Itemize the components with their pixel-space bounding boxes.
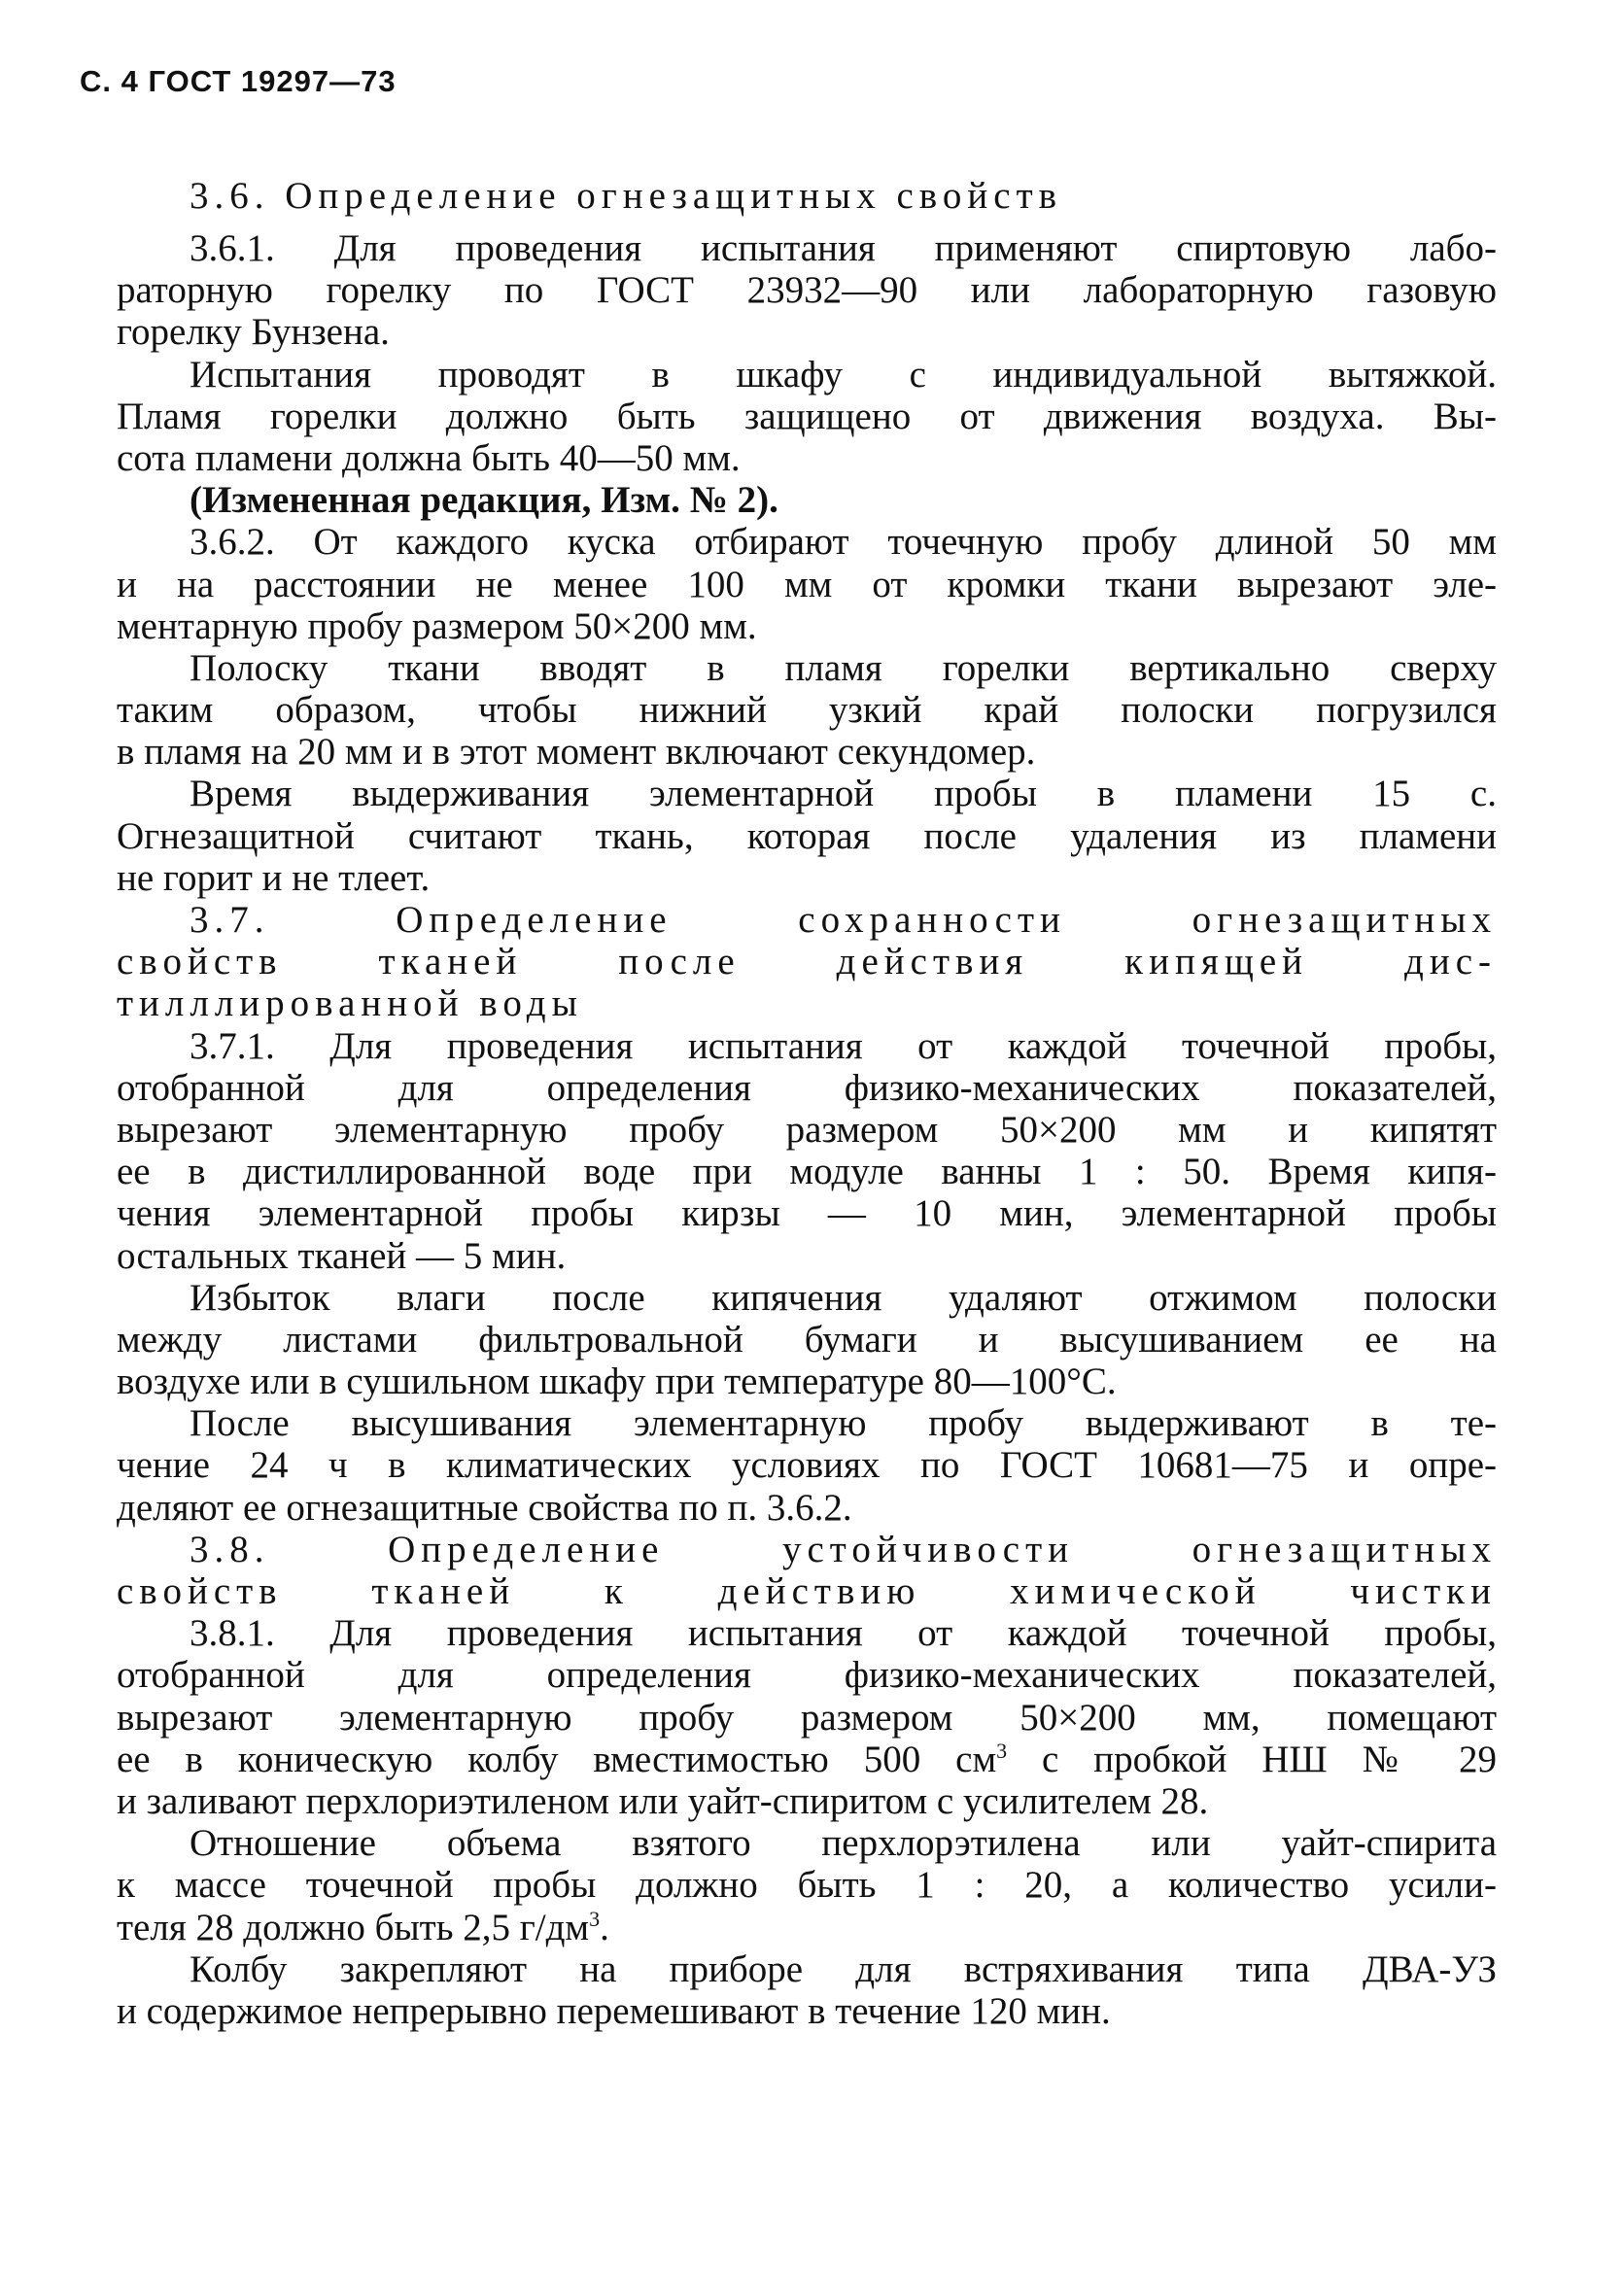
text-line: Пламя горелки должно быть защищено от движения воздуха. Вы-: [117, 395, 1497, 437]
text-line: чение 24 ч в климатических условиях по ГОСТ 10681—75 и опре-: [117, 1444, 1497, 1487]
text-line: горелку Бунзена.: [117, 311, 390, 354]
text-line: вырезают элементарную пробу размером 50×200 мм и кипятят: [117, 1108, 1497, 1151]
text-line: сота пламени должна быть 40—50 мм.: [117, 436, 741, 479]
text-line: ментарную пробу размером 50×200 мм.: [117, 604, 757, 647]
text-line: 3.8.1. Для проведения испытания от каждой точечной пробы,: [190, 1612, 1497, 1655]
text-line: отобранной для определения физико-механических показателей,: [117, 1066, 1497, 1109]
text-segment: с пробкой НШ № 29: [1007, 1738, 1497, 1780]
text-line: 3.7.1. Для проведения испытания от каждой точечной пробы,: [190, 1024, 1497, 1067]
text-segment: теля 28 должно быть 2,5 г/дм: [117, 1906, 590, 1948]
page-header: С. 4 ГОСТ 19297—73: [80, 64, 397, 98]
text-line: вырезают элементарную пробу размером 50×200 мм, помещают: [117, 1696, 1497, 1739]
section-heading-3-7: тилллированной воды: [117, 982, 583, 1025]
text-line: отобранной для определения физико-механических показателей,: [117, 1654, 1497, 1697]
text-line: Испытания проводят в шкафу с индивидуальной вытяжкой.: [190, 353, 1497, 396]
section-heading-3-8: свойств тканей к действию химической чистки: [117, 1570, 1497, 1612]
text-line: таким образом, чтобы нижний узкий край полоски погрузился: [117, 689, 1497, 732]
text-line: Отношение объема взятого перхлорэтилена или уайт-спирита: [190, 1822, 1497, 1865]
page-content: [117, 165, 1497, 2032]
text-line: 3.6.1. Для проведения испытания применяют спиртовую лабо-: [190, 227, 1497, 269]
text-line: чения элементарной пробы кирзы — 10 мин, элементарной пробы: [117, 1192, 1497, 1235]
text-line-with-superscript: [117, 1907, 1497, 1948]
revision-note: (Измененная редакция, Изм. № 2).: [190, 479, 778, 522]
text-line: в пламя на 20 мм и в этот момент включают секундомер.: [117, 731, 1036, 774]
text-line: Колбу закрепляют на приборе для встряхивания типа ДВА-УЗ: [190, 1947, 1497, 1990]
superscript: 3: [589, 1906, 601, 1931]
text-line: не горит и не тлеет.: [117, 856, 431, 899]
text-line: После высушивания элементарную пробу выдерживают в те-: [190, 1402, 1497, 1445]
section-heading-3-7: свойств тканей после действия кипящей дис-: [117, 941, 1497, 983]
text-line: Избыток влаги после кипячения удаляют отжимом полоски: [190, 1276, 1497, 1319]
text-line-with-superscript: [117, 1739, 1497, 1780]
text-line: ее в дистиллированной воде при модуле ванны 1 : 50. Время кипя-: [117, 1151, 1497, 1193]
text-segment: ее в коническую колбу вместимостью 500 см: [117, 1738, 997, 1780]
text-line: остальных тканей — 5 мин.: [117, 1234, 567, 1277]
text-line: и заливают перхлориэтиленом или уайт-спиритом с усилителем 28.: [117, 1779, 1209, 1822]
section-heading-3-7: 3.7. Определение сохранности огнезащитных: [190, 899, 1497, 941]
text-line: 3.6.2. От каждого куска отбирают точечную пробу длиной 50 мм: [190, 521, 1497, 564]
text-line: и на расстоянии не менее 100 мм от кромки ткани вырезают эле-: [117, 563, 1497, 605]
text-line: воздухе или в сушильном шкафу при температуре 80—100°С.: [117, 1361, 1117, 1403]
text-line: между листами фильтровальной бумаги и высушиванием ее на: [117, 1318, 1497, 1361]
text-line: раторную горелку по ГОСТ 23932—90 или лабораторную газовую: [117, 269, 1497, 312]
section-heading-3-6: 3.6. Определение огнезащитных свойств: [190, 175, 1063, 217]
text-line: Время выдерживания элементарной пробы в пламени 15 с.: [190, 773, 1497, 815]
section-heading-3-8: 3.8. Определение устойчивости огнезащитных: [190, 1528, 1497, 1570]
text-line: деляют ее огнезащитные свойства по п. 3.6.2.: [117, 1486, 852, 1529]
text-line: и содержимое непрерывно перемешивают в течение 120 мин.: [117, 1989, 1111, 2032]
text-line: Огнезащитной считают ткань, которая после удаления из пламени: [117, 814, 1497, 857]
text-segment: .: [600, 1906, 609, 1948]
text-line: Полоску ткани вводят в пламя горелки вертикально сверху: [190, 646, 1497, 689]
text-line: к массе точечной пробы должно быть 1 : 20, а количество усили-: [117, 1864, 1497, 1907]
superscript: 3: [996, 1738, 1008, 1763]
